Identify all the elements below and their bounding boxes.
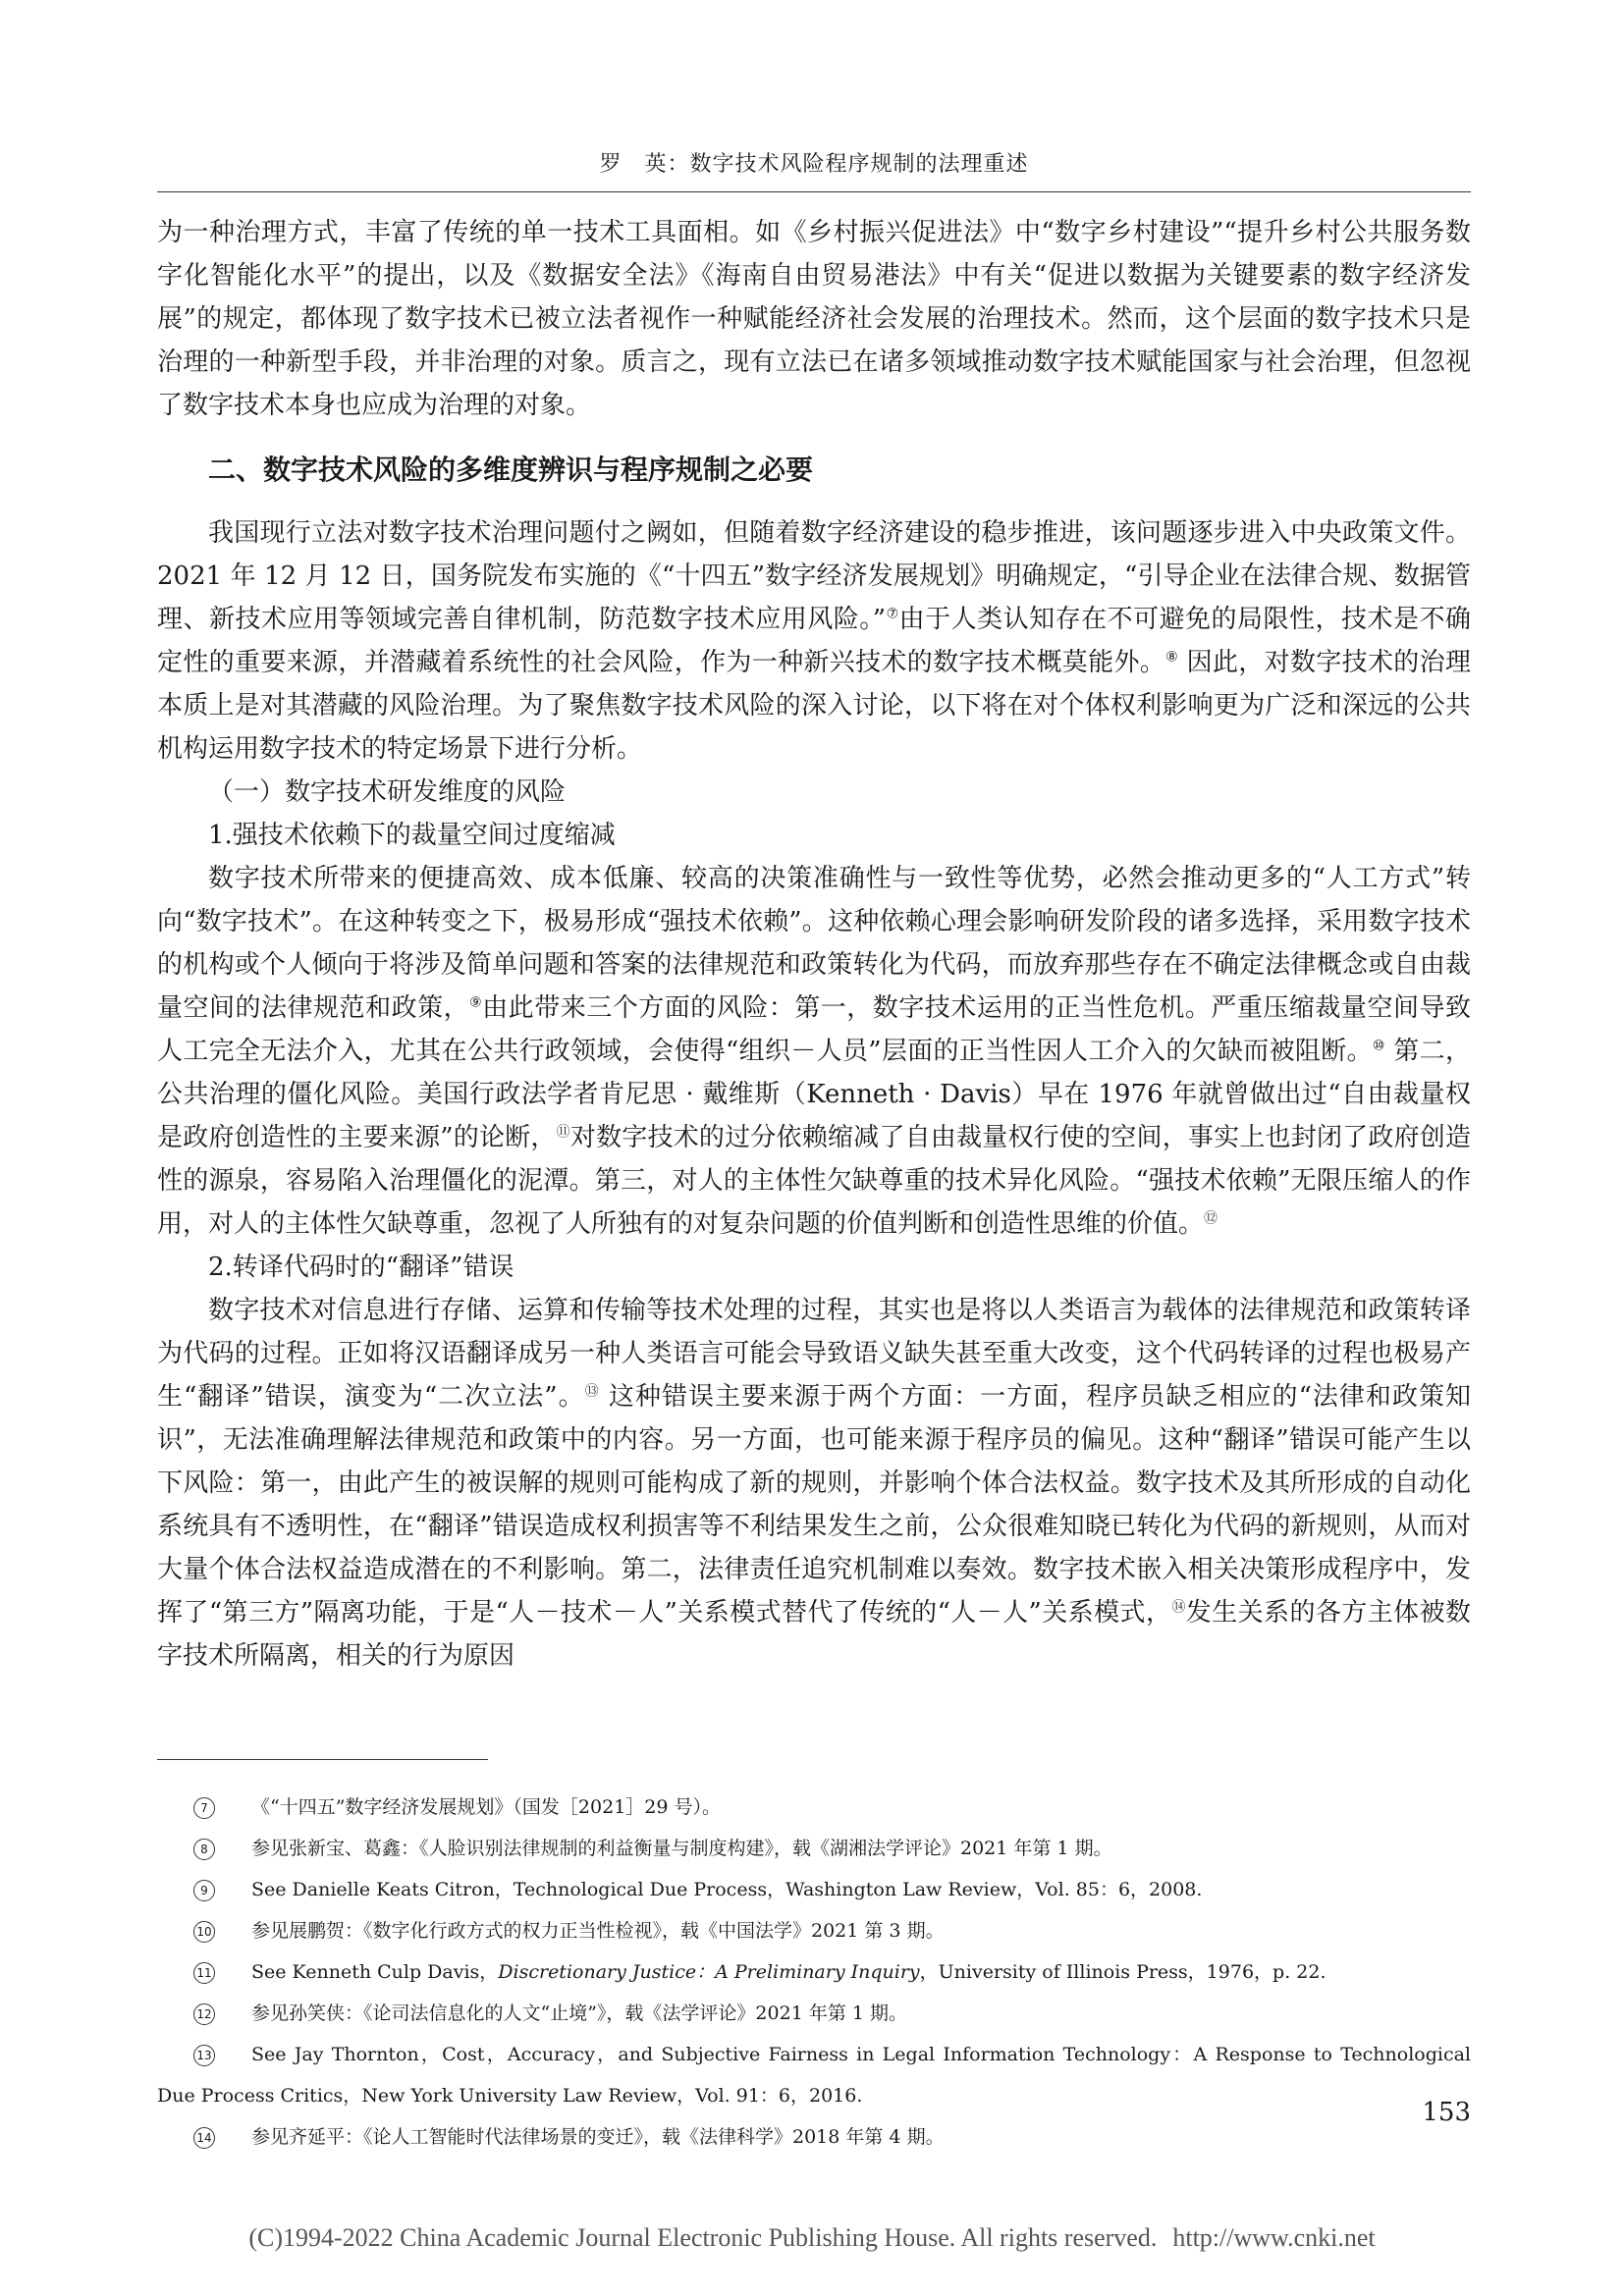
- footnote-text: 参见张新宝、葛鑫：《人脸识别法律规制的利益衡量与制度构建》，载《湖湘法学评论》2021 年第 1 期。: [251, 1838, 1112, 1859]
- footnote-mark: 10: [157, 1910, 251, 1951]
- paragraph-text: 发生关系的各方主体被数字技术所隔离，相关的行为原因: [157, 1598, 1471, 1671]
- subsection-heading: （一）数字技术研发维度的风险: [208, 777, 567, 807]
- page-number: 153: [1422, 2098, 1471, 2127]
- footnote-ref-9[interactable]: ⑨: [469, 994, 483, 1011]
- section-heading: 二、数字技术风险的多维度辨识与程序规制之必要: [208, 454, 814, 486]
- footnote-text: 参见展鹏贺：《数字化行政方式的权力正当性检视》，载《中国法学》2021 第 3 期。: [251, 1920, 945, 1942]
- paragraph-text: 数字技术所带来的便捷高效、成本低廉、较高的决策准确性与一致性等优势，必然会推动更多的“人工方式”转向“数字技术”。在这种转变之下，极易形成“强技术依赖”。这种依赖心理会影响研发阶段的诸多选择，采用数字技术的机构或个人倾向于将涉及简单问题和答案的法律规范和政策转化为代码，而放弃那些存在不确定法律概念或自由裁量空间的法律规范和政策，: [157, 864, 1471, 1023]
- paragraph-text: 因此，对数字技术的治理本质上是对其潜藏的风险治理。为了聚焦数字技术风险的深入讨论，以下将在对个体权利影响更为广泛和深远的公共机构运用数字技术的特定场景下进行分析。: [157, 648, 1471, 764]
- paragraph-text: 这种错误主要来源于两个方面：一方面，程序员缺乏相应的“法律和政策知识”，无法准确理解法律规范和政策中的内容。另一方面，也可能来源于程序员的偏见。这种“翻译”错误可能产生以下风险：第一，由此产生的被误解的规则可能构成了新的规则，并影响个体合法权益。数字技术及其所形成的自动化系统具有不透明性，在“翻译”错误造成权利损害等不利结果发生之前，公众很难知晓已转化为代码的新规则，从而对大量个体合法权益造成潜在的不利影响。第二，法律责任追究机制难以奏效。数字技术嵌入相关决策形成程序中，发挥了“第三方”隔离功能，于是“人－技术－人”关系模式替代了传统的“人－人”关系模式，: [157, 1382, 1472, 1628]
- footnote-text: 《“十四五”数字经济发展规划》（国发［2021］29 号）。: [251, 1796, 721, 1818]
- paragraph-text: 由此带来三个方面的风险：第一，数字技术运用的正当性危机。严重压缩裁量空间导致人工完全无法介入，尤其在公共行政领域，会使得“组织－人员”层面的正当性因人工介入的欠缺而被阻断。: [157, 993, 1471, 1066]
- footnote-mark: 13: [157, 2034, 251, 2075]
- footnote-mark: 11: [157, 1951, 251, 1993]
- footnote-rule: [157, 1759, 488, 1760]
- footnote-text: 参见齐延平：《论人工智能时代法律场景的变迁》，载《法律科学》2018 年第 4 期。: [251, 2126, 945, 2148]
- copyright-footer: [0, 2223, 1624, 2253]
- paragraph-3: [157, 1289, 1471, 1678]
- footnote-8: [157, 1828, 1471, 1869]
- paragraph-text: 我国现行立法对数字技术治理问题付之阙如，但随着数字经济建设的稳步推进，该问题逐步进入中央政策文件。2021 年 12 月 12 日，国务院发布实施的《“十四五”数字经济发展规划》明确规定，“引导企业在法律合规、数据管理、新技术应用等领域完善自律机制，防范数字技术应用风险。”: [157, 518, 1471, 634]
- footnote-text: 参见孙笑侠：《论司法信息化的人文“止境”》，载《法学评论》2021 年第 1 期。: [251, 2002, 907, 2024]
- paragraph-1: [157, 511, 1471, 771]
- paragraph-text: 由于人类认知存在不可避免的局限性，技术是不确定性的重要来源，并潜藏着系统性的社会风险，作为一种新兴技术的数字技术概莫能外。: [157, 605, 1471, 677]
- footnotes: [157, 1787, 1471, 2158]
- header-rule: [157, 191, 1471, 192]
- footnote-ref-8[interactable]: ⑧: [1165, 649, 1179, 666]
- footnote-ref-7[interactable]: ⑦: [886, 606, 899, 622]
- paragraph-text: 对数字技术的过分依赖缩减了自由裁量权行使的空间，事实上也封闭了政府创造性的源泉，容易陷入治理僵化的泥潭。第三，对人的主体性欠缺尊重的技术异化风险。“强技术依赖”无限压缩人的作用，对人的主体性欠缺尊重，忽视了人所独有的对复杂问题的价值判断和创造性思维的价值。: [157, 1123, 1472, 1239]
- footnote-text: ，University of Illinois Press，1976，p. 22.: [919, 1961, 1326, 1983]
- footnote-10: [157, 1910, 1471, 1951]
- footnote-ref-11[interactable]: ⑪: [556, 1124, 570, 1141]
- footnote-11: [157, 1951, 1471, 1993]
- copyright-text: (C)1994-2022 China Academic Journal Electronic Publishing House. All rights reserved.: [248, 2223, 1158, 2252]
- footnote-text: See Danielle Keats Citron，Technological Due Process，Washington Law Review，Vol. 85：6，2008.: [251, 1879, 1203, 1900]
- paragraph-2: [157, 857, 1471, 1246]
- publisher-link[interactable]: http://www.cnki.net: [1172, 2223, 1376, 2252]
- footnote-12: [157, 1993, 1471, 2034]
- footnote-ref-13[interactable]: ⑬: [584, 1383, 600, 1400]
- subsubsection-heading-2: 2.转译代码时的“翻译”错误: [208, 1253, 514, 1282]
- subsubsection-heading-1: 1.强技术依赖下的裁量空间过度缩减: [208, 821, 616, 850]
- footnote-ref-14[interactable]: ⑭: [1171, 1599, 1186, 1616]
- footnote-book-title: Discretionary Justice：A Preliminary Inquiry: [498, 1961, 920, 1983]
- footnote-9: [157, 1869, 1471, 1910]
- footnote-ref-10[interactable]: ⑩: [1372, 1038, 1385, 1054]
- footnote-13: [157, 2034, 1471, 2116]
- article-body: [157, 211, 1471, 1678]
- footnote-14: [157, 2116, 1471, 2158]
- footnote-mark: 14: [157, 2116, 251, 2158]
- footnote-text: See Jay Thornton，Cost，Accuracy，and Subjective Fairness in Legal Information Technology：A Response to Technological Due Process Critics，New York University Law Review，Vol. 91：6，2016.: [157, 2044, 1471, 2107]
- footnote-ref-12[interactable]: ⑫: [1204, 1210, 1218, 1227]
- running-head: 罗 英：数字技术风险程序规制的法理重述: [599, 152, 1029, 177]
- footnote-mark: 8: [157, 1828, 251, 1869]
- footnote-text: See Kenneth Culp Davis，: [251, 1961, 499, 1983]
- footnote-mark: 7: [157, 1787, 251, 1828]
- footnote-mark: 12: [157, 1993, 251, 2034]
- paragraph-text: 数字技术对信息进行存储、运算和传输等技术处理的过程，其实也是将以人类语言为载体的法律规范和政策转译为代码的过程。正如将汉语翻译成另一种人类语言可能会导致语义缺失甚至重大改变，这个代码转译的过程也极易产生“翻译”错误，演变为“二次立法”。: [157, 1296, 1471, 1412]
- footnote-mark: 9: [157, 1869, 251, 1910]
- footnote-7: [157, 1787, 1471, 1828]
- paragraph-text: 第二，公共治理的僵化风险。美国行政法学者肯尼思 · 戴维斯（Kenneth · Davis）早在 1976 年就曾做出过“自由裁量权是政府创造性的主要来源”的论断，: [157, 1037, 1471, 1152]
- paragraph-intro: 为一种治理方式，丰富了传统的单一技术工具面相。如《乡村振兴促进法》中“数字乡村建设”“提升乡村公共服务数字化智能化水平”的提出，以及《数据安全法》《海南自由贸易港法》中有关“促进以数据为关键要素的数字经济发展”的规定，都体现了数字技术已被立法者视作一种赋能经济社会发展的治理技术。然而，这个层面的数字技术只是治理的一种新型手段，并非治理的对象。质言之，现有立法已在诸多领域推动数字技术赋能国家与社会治理，但忽视了数字技术本身也应成为治理的对象。: [157, 218, 1471, 420]
